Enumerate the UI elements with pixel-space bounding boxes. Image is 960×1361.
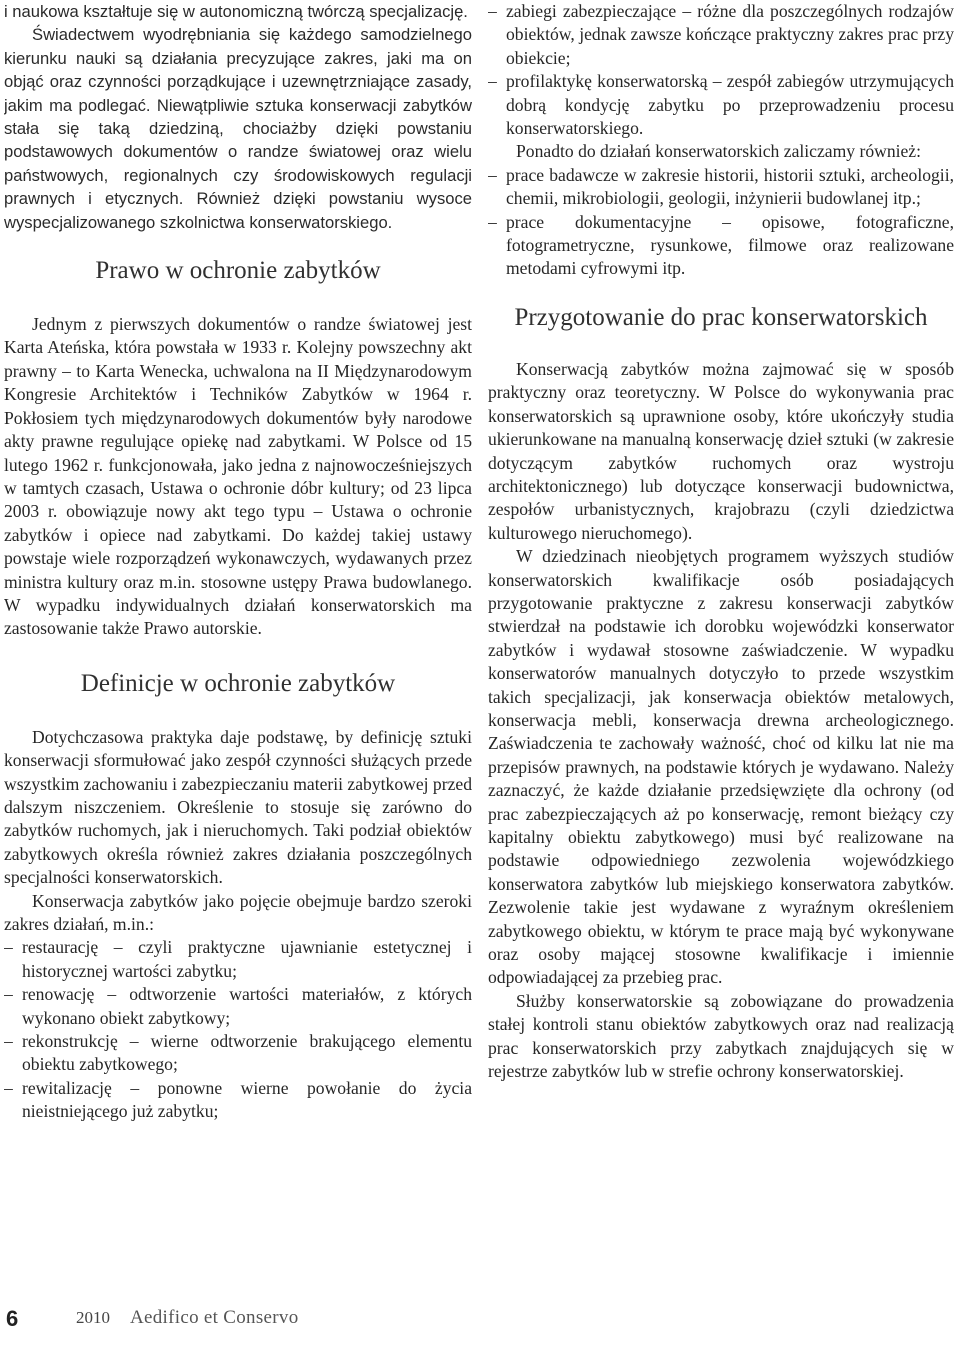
list-item: – renowację – odtworzenie wartości materiałów, z których wykonano obiekt zabytkowy; — [4, 983, 472, 1030]
list-prace — [488, 164, 954, 281]
right-column — [488, 0, 954, 1290]
paragraph-definicje-1: Dotychczasowa praktyka daje podstawę, by definicję sztuki konserwacji sformułować jako zespół czynności służących przede wszystkim zachowaniu i zabezpieczaniu materii zabytkowej przed dalszym niszczeniem. Określenie to stosuje się zarówno do zabytków ruchomych, jak i nieruchomych. Taki podział obiektów zabytkowych określa również zakres działania poszczególnych specjalności konserwatorskich. — [4, 726, 472, 888]
paragraph-intro: Świadectwem wyodrębniania się każdego samodzielnego kierunku nauki są działania precyzujące zakres, jaki ma on objąć oraz czynności porządkujące i uzewnętrzniające zasady, jakim ma podlegać. Niewątpliwie sztuka konserwacji zabytków stała się taką dziedziną, chociażby dzięki powstaniu podstawowych dokumentów o randze światowej oraz wielu państwowych, regionalnych czy środowiskowych regulacji prawnych i etycznych. Również dzięki powstaniu wysoce wyspecjalizowanego szkolnictwa konserwatorskiego. — [4, 25, 472, 232]
list-zabiegi — [488, 0, 954, 140]
page-footer — [0, 1300, 400, 1340]
heading-definicje: Definicje w ochronie zabytków — [80, 669, 396, 697]
list-item: – rewitalizację – ponowne wierne powołanie do życia nieistniejącego już zabytku; — [4, 1077, 472, 1124]
paragraph-ponadto: Ponadto do działań konserwatorskich zaliczamy również: — [516, 141, 922, 162]
list-item: – prace badawcze w zakresie historii, historii sztuki, archeologii, chemii, mikrobiologii, geologii, inżynierii budowlanej itp.; — [488, 164, 954, 211]
paragraph-przygotowanie-3: Służby konserwatorskie są zobowiązane do prowadzenia stałej kontroli stanu obiektów zabytkowych oraz nad realizacją prac konserwatorskich przy zabytkach znajdujących się w rejestrze zabytków lub w strefie ochrony konserwatorskiej. — [488, 990, 954, 1082]
heading-przygotowanie: Przygotowanie do prac konserwatorskich — [514, 303, 928, 331]
paragraph-intro-continuation: i naukowa kształtuje się w autonomiczną twórczą specjalizację. — [4, 2, 468, 21]
footer-journal-title: Aedifico et Conservo — [130, 1307, 299, 1328]
paragraph-przygotowanie-2: W dziedzinach nieobjętych programem wyższych studiów konserwatorskich kwalifikacje osób posiadających przygotowanie praktyczne z zakresu konserwacji zabytków stwierdzał na podstawie ich dorobku wojewódzki konserwator zabytków i wydawał stosowne zaświadczenie. W wypadku konserwatorów manualnych dotyczyło to przede wszystkim takich specjalizacji, jak konserwacja obiektów metalowych, konserwacja mebli, konserwacja drewna archeologicznego. Zaświadczenia te zachowały ważność, choć od kilku lat nie ma przepisów prawnych, na podstawie których je wydawano. Należy zaznaczyć, że każde działanie przedsięwzięte dla ochrony (od prac zabezpieczających aż po konserwację, remont bieżący czy kapitalny obiektu zabytkowego) musi być realizowane na podstawie odpowiedniego zezwolenia wojewódzkiego konserwatora zabytków lub miejskiego konserwatora zabytków. Zezwolenie takie jest wydawane z wyraźnym określeniem zabytkowego obiektu, w którym te prace mają być wykonywane oraz osoby mającej stosowne kwalifikacje i imiennie odpowiadającej za przebieg prac. — [488, 546, 954, 988]
paragraph-przygotowanie-1: Konserwacją zabytków można zajmować się w sposób praktyczny oraz teoretyczny. W Polsce do wykonywania prac konserwatorskich są uprawnione osoby, które ukończyły studia ukierunkowane na manualną konserwację dzieł sztuki (w zakresie dotyczącym zabytków ruchomych oraz wystroju architektonicznego) lub dotyczące konserwacji budownictwa, zespołów urbanistycznych, krajobrazu (czyli dziedzictwa kulturowego nieruchomego). — [488, 358, 954, 543]
list-item: – profilaktykę konserwatorską – zespół zabiegów utrzymujących dobrą kondycję zabytku po przeprowadzeniu procesu konserwatorskiego. — [488, 70, 954, 140]
heading-prawo: Prawo w ochronie zabytków — [95, 257, 381, 285]
list-definicje — [4, 936, 472, 1123]
left-column — [4, 0, 472, 1290]
list-item: – zabiegi zabezpieczające – różne dla poszczególnych rodzajów obiektów, jednak zawsze kończące praktyczny zakres prac przy obiekcie; — [488, 0, 954, 70]
paragraph-definicje-2: Konserwacja zabytków jako pojęcie obejmuje bardzo szeroki zakres działań, m.in.: — [4, 890, 472, 934]
paragraph-prawo: Jednym z pierwszych dokumentów o randze światowej jest Karta Ateńska, która powstała w 1933 r. Kolejny powszechny akt prawny – to Karta Wenecka, uchwalona na II Międzynarodowym Kongresie Architektów i Techników Zabytków w 1964 r. Pokłosiem tych międzynarodowych dokumentów były narodowe akty prawne regulujące opiekę nad zabytkami. W Polsce od 15 lutego 1962 r. funkcjonowała, jako jedna z najnowocześniejszych w tamtych czasach, Ustawa o ochronie dóbr kultury; od 23 lipca 2003 r. obowiązuje nowy akt tego typu – Ustawa o ochronie zabytków i opiece nad zabytkami. Do każdej takiej ustawy powstaje wiele rozporządzeń wykonawczych, wydawanych przez ministra kultury oraz m.in. stosowne ustępy Prawa budowlanego. W wypadku indywidualnych działań konserwatorskich ma zastosowanie także Prawo autorskie. — [4, 314, 472, 639]
footer-year: 2010 — [76, 1308, 110, 1327]
list-item: – prace dokumentacyjne – opisowe, fotograficzne, fotogrametryczne, rysunkowe, filmowe oraz realizowane metodami cyfrowymi itp. — [488, 211, 954, 281]
list-item: – rekonstrukcję – wierne odtworzenie brakującego elementu obiektu zabytkowego; — [4, 1030, 472, 1077]
list-item: – restaurację – czyli praktyczne ujawnianie estetycznej i historycznej wartości zabytku; — [4, 936, 472, 983]
page-number: 6 — [6, 1306, 19, 1331]
